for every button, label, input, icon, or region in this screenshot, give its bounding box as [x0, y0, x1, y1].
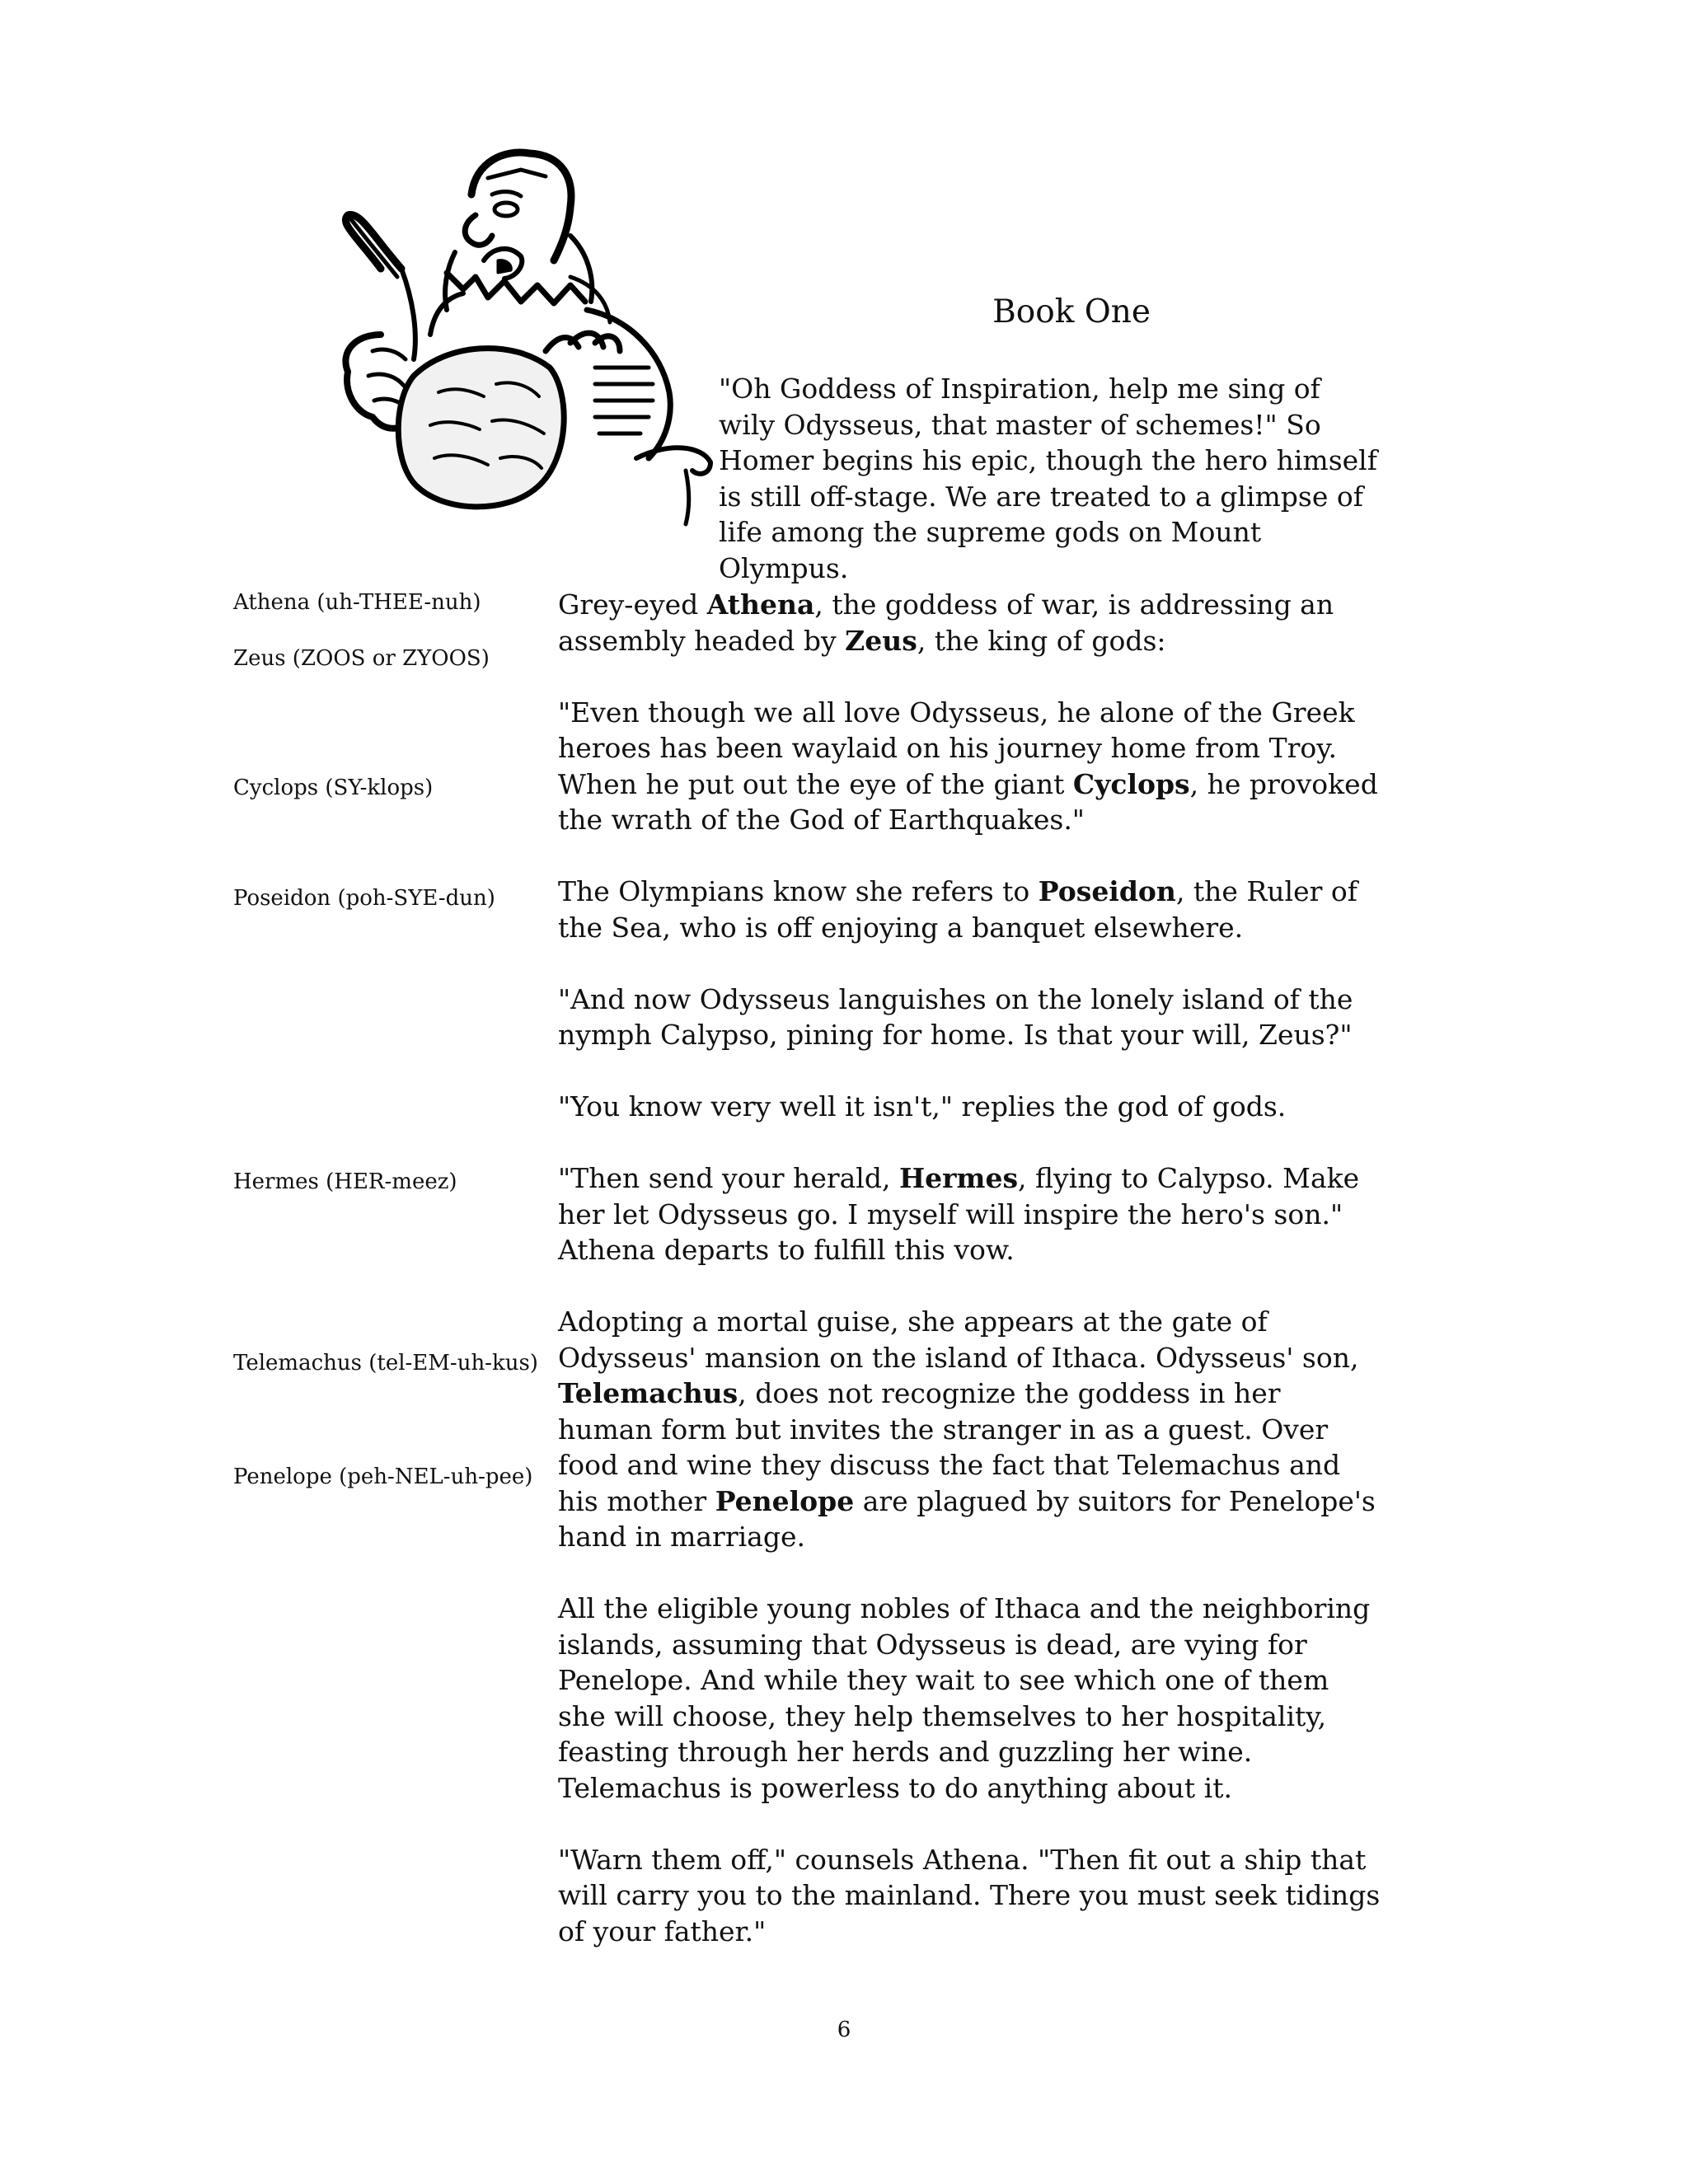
paragraph: "You know very well it isn't," replies the god of gods.: [558, 1090, 1287, 1122]
paragraph: [558, 587, 1382, 658]
paragraph: [558, 874, 1382, 945]
name-athena: Athena: [706, 588, 815, 621]
margin-note-hermes: Hermes (HER-meez): [233, 1169, 457, 1194]
text-span: , the goddess of war, is addressing an assembly headed by: [558, 588, 1334, 657]
name-cyclops: Cyclops: [1072, 767, 1190, 800]
text-span: , the Ruler of the Sea, who is off enjoying a banquet elsewhere.: [558, 875, 1357, 944]
text-span: are plagued by suitors for Penelope's hand in marriage.: [558, 1484, 1376, 1553]
intro-paragraph: "Oh Goddess of Inspiration, help me sing of wily Odysseus, that master of schemes!" So Homer begins his epic, though the hero himself is still off-stage. We are treated to a glimpse of life among the supreme gods on Mount Olympus.: [719, 373, 1377, 584]
margin-note-athena: Athena (uh-THEE-nuh): [233, 590, 481, 615]
page-number: 6: [837, 2018, 851, 2042]
main-text: [558, 587, 1382, 1949]
margin-note-cyclops: Cyclops (SY-klops): [233, 776, 434, 800]
text-span: , he provoked the wrath of the God of Earthquakes.": [558, 767, 1378, 836]
margin-note-zeus: Zeus (ZOOS or ZYOOS): [233, 646, 490, 671]
name-poseidon: Poseidon: [1038, 875, 1176, 907]
paragraph: All the eligible young nobles of Ithaca and the neighboring islands, assuming that Odysseus is dead, are vying for Penelope. And while they wait to see which one of them she will choose, they help themselves to her hospitality, feasting through her herds and guzzling her wine. Telemachus is powerless to do anything about it.: [558, 1592, 1371, 1804]
text-span: , does not recognize the goddess in her human form but invites the stranger in as a guest. Over food and wine they discuss the fact that Telemachus and his mother: [558, 1377, 1341, 1517]
name-zeus: Zeus: [845, 624, 917, 657]
text-span: Grey-eyed: [558, 588, 707, 621]
text-span: "Even though we all love Odysseus, he alone of the Greek heroes has been waylaid on his journey home from Troy. When he put out the eye of the giant: [558, 696, 1355, 800]
paragraph: [558, 1160, 1382, 1268]
text-span: The Olympians know she refers to: [558, 875, 1039, 907]
page-title: Book One: [992, 293, 1151, 330]
name-telemachus: Telemachus: [558, 1377, 738, 1409]
paragraph: "And now Odysseus languishes on the lonely island of the nymph Calypso, pining for home. Is that your will, Zeus?": [558, 982, 1353, 1051]
margin-note-poseidon: Poseidon (poh-SYE-dun): [233, 886, 495, 911]
paragraph: [558, 1304, 1382, 1555]
text-span: "Then send your herald,: [558, 1162, 899, 1194]
name-hermes: Hermes: [898, 1162, 1019, 1194]
paragraph: "Warn them off," counsels Athena. "Then fit out a ship that will carry you to the mainland. There you must seek tidings of your father.": [558, 1843, 1381, 1947]
cyclops-illustration-icon: [323, 145, 714, 552]
margin-note-penelope: Penelope (peh-NEL-uh-pee): [233, 1465, 533, 1489]
margin-note-telemachus: Telemachus (tel-EM-uh-kus): [233, 1351, 538, 1376]
name-penelope: Penelope: [715, 1484, 855, 1517]
paragraph: [558, 695, 1382, 838]
text-span: Adopting a mortal guise, she appears at the gate of Odysseus' mansion on the island of Ithaca. Odysseus' son,: [558, 1305, 1359, 1374]
text-span: , flying to Calypso. Make her let Odysseus go. I myself will inspire the hero's son." Athena departs to fulfill this vow.: [558, 1162, 1360, 1266]
text-span: , the king of gods:: [917, 624, 1166, 657]
